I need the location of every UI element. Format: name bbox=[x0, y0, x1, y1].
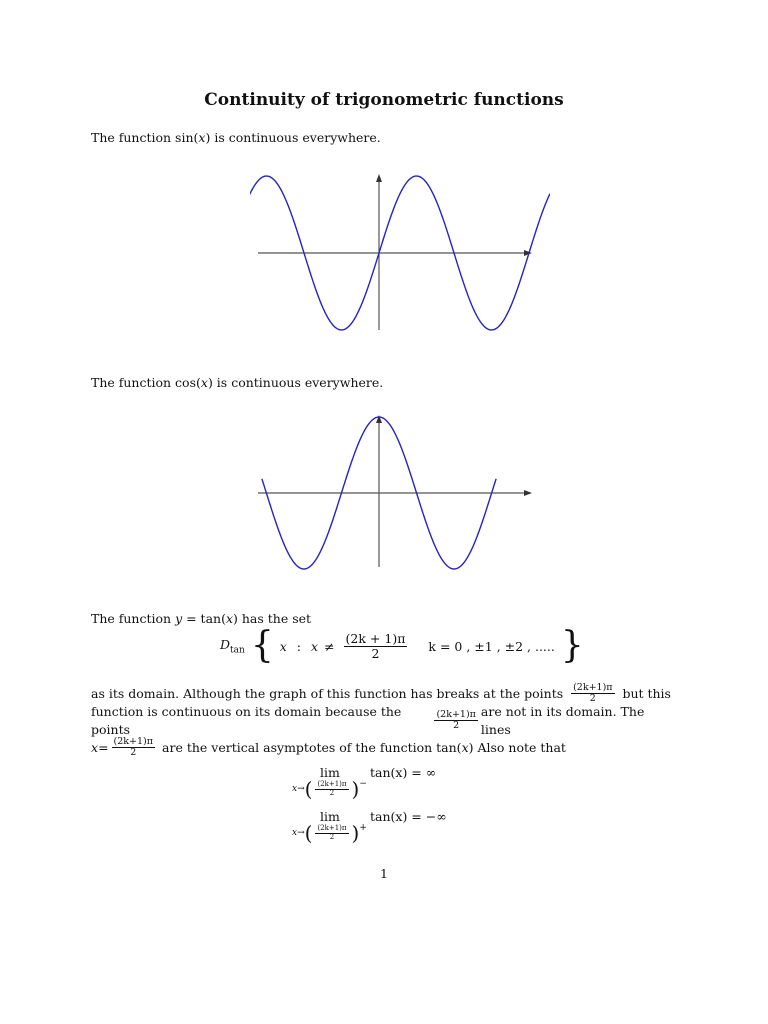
cos-paragraph: The function cos(x) is continuous everywhere. bbox=[91, 375, 384, 390]
sine-y-arrow bbox=[376, 174, 382, 182]
domain-equation: $D_{tan}$ { x : x ≠ $\frac{(2k + 1)\pi}{2}$ k = 0 , ±1 , ±2 , ..... } bbox=[220, 625, 584, 666]
domain-fraction: $\frac{(2k + 1)\pi}{2}$ bbox=[345, 630, 406, 661]
sine-graph bbox=[250, 160, 550, 340]
domain-label: $D_{tan}$ bbox=[220, 636, 245, 656]
right-brace: } bbox=[560, 625, 584, 666]
cosine-y-arrow bbox=[376, 415, 382, 423]
limit-left: lim tan(x) = ∞ x → ( $\frac{(2k+1)\pi}{2}$ ) − bbox=[292, 765, 437, 801]
cosine-graph bbox=[250, 405, 550, 575]
points-fraction-2: $\frac{(2k+1)\pi}{2}$ bbox=[436, 708, 476, 731]
sin-paragraph: The function sin(x) is continuous everywhere. bbox=[91, 130, 381, 145]
points-fraction-1: $\frac{(2k+1)\pi}{2}$ bbox=[573, 681, 613, 704]
left-brace: { bbox=[250, 625, 274, 666]
asymptote-fraction: $\frac{(2k+1)\pi}{2}$ bbox=[113, 735, 154, 758]
cosine-x-arrow bbox=[524, 490, 532, 496]
domain-paragraph: as its domain. Although the graph of this function has breaks at the points $\frac{(2k+1)\pi}{2}$ but this function is continuous on its domain because the points $\frac{(2k+1)\pi}{2}$ are not in its domain. The lines x = $\frac{(2k+1)\pi}{2}$ are the vertical asymptotes of the function tan( x ) Also note that bbox=[91, 681, 671, 758]
page-number: 1 bbox=[380, 866, 388, 881]
tan-paragraph: The function y = tan(x) has the set bbox=[91, 611, 312, 626]
k-values: k = 0 , ±1 , ±2 , ..... bbox=[428, 638, 555, 654]
page-title: Continuity of trigonometric functions bbox=[204, 90, 564, 110]
limit-right: lim tan(x) = −∞ x → ( $\frac{(2k+1)\pi}{2}$ ) + bbox=[292, 809, 447, 845]
